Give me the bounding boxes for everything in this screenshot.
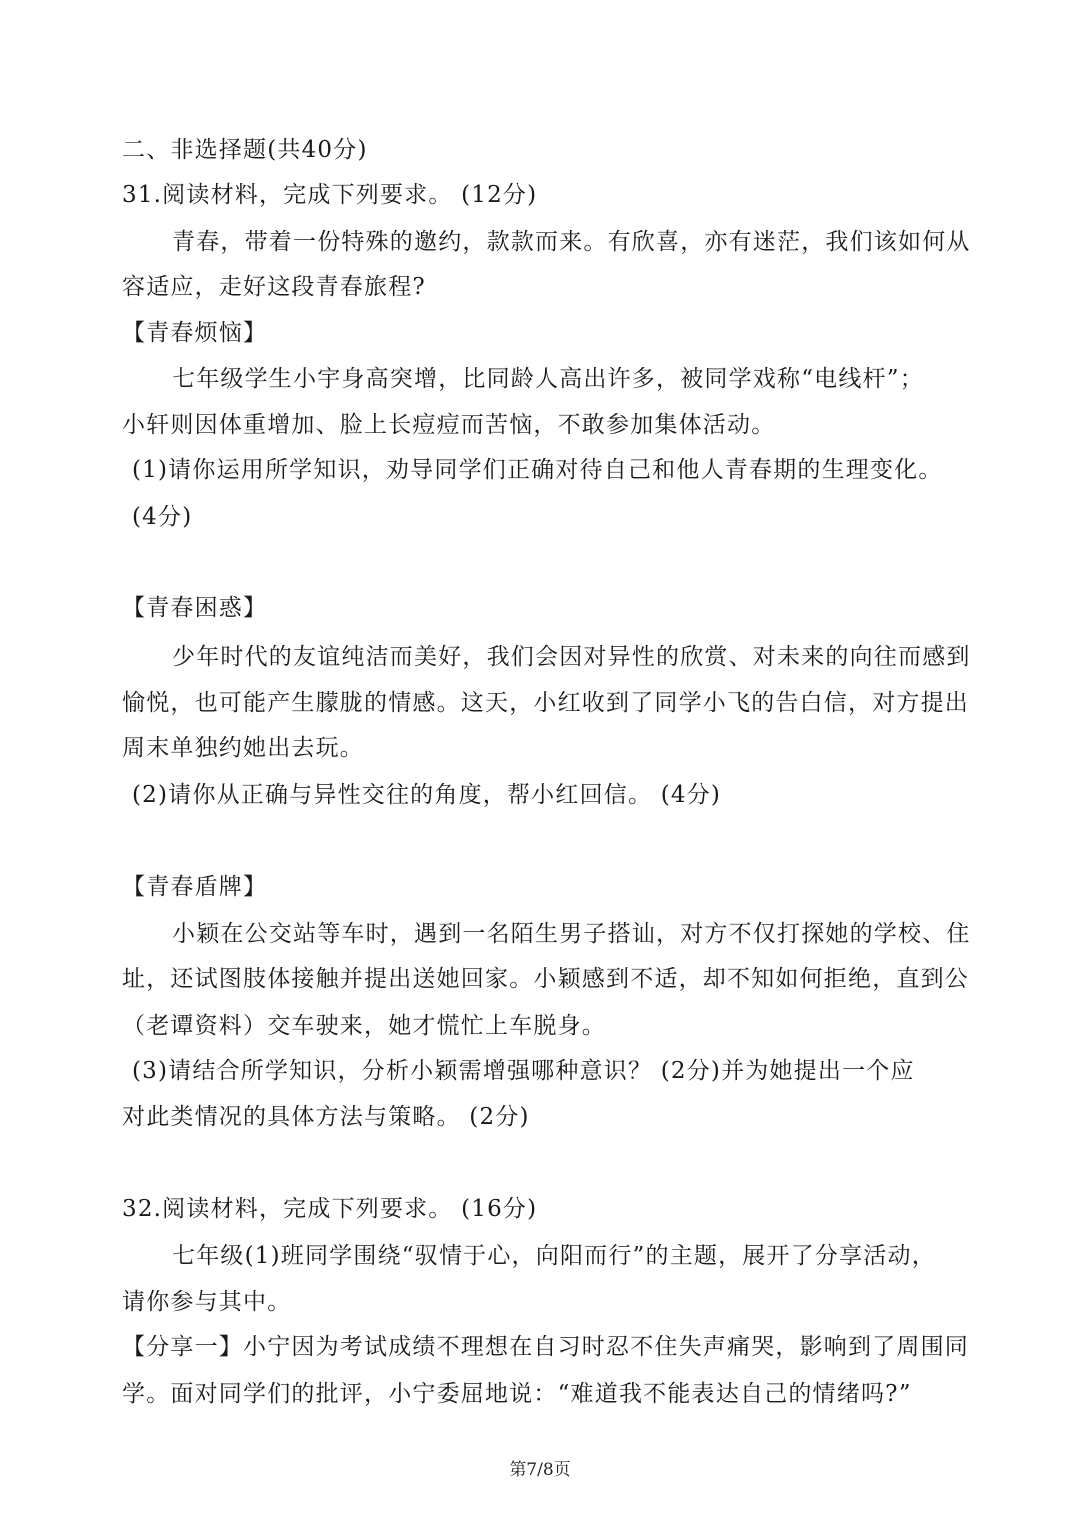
q32-title: 32.阅读材料，完成下列要求。 (16分)	[122, 1196, 538, 1222]
q31-title: 31.阅读材料，完成下列要求。 (12分)	[122, 182, 538, 208]
q31-part3-question-line-2: 对此类情况的具体方法与策略。 (2分)	[122, 1104, 530, 1130]
q31-part2-text-line-1: 少年时代的友谊纯洁而美好，我们会因对异性的欣赏、对未来的向往而感到	[172, 644, 971, 670]
q31-part2-question-line-1: (2)请你从正确与异性交往的角度，帮小红回信。 (4分)	[132, 782, 722, 808]
section-header: 二、非选择题(共40分)	[122, 137, 368, 163]
q31-part2-text-line-2: 愉悦，也可能产生朦胧的情感。这天，小红收到了同学小飞的告白信，对方提出	[122, 690, 969, 716]
q31-part1-text-line-2: 小轩则因体重增加、脸上长痘痘而苦恼，不敢参加集体活动。	[122, 412, 776, 438]
q31-part3-text-line-1: 小颖在公交站等车时，遇到一名陌生男子搭讪，对方不仅打探她的学校、住	[172, 921, 971, 947]
q32-intro-line-1: 七年级(1)班同学围绕“驭情于心，向阳而行”的主题，展开了分享活动，	[172, 1243, 936, 1269]
q31-intro-line-1: 青春，带着一份特殊的邀约，款款而来。有欣喜，亦有迷茫，我们该如何从	[172, 229, 971, 255]
q31-part1-question-line-2: (4分)	[132, 504, 193, 530]
q32-share1-line-1: 【分享一】小宁因为考试成绩不理想在自习时忍不住失声痛哭，影响到了周围同	[122, 1334, 969, 1360]
q31-part2-heading: 【青春困惑】	[122, 595, 268, 621]
q31-part1-question-line-1: (1)请你运用所学知识，劝导同学们正确对待自己和他人青春期的生理变化。	[132, 457, 943, 483]
q31-part1-heading: 【青春烦恼】	[122, 320, 268, 346]
q32-intro-line-2: 请你参与其中。	[122, 1289, 292, 1315]
q31-intro-line-2: 容适应，走好这段青春旅程?	[122, 274, 426, 300]
q32-share1-line-2: 学。面对同学们的批评，小宁委屈地说：“难道我不能表达自己的情绪吗?”	[122, 1381, 912, 1407]
q31-part3-text-line-3: （老谭资料）交车驶来，她才慌忙上车脱身。	[122, 1013, 606, 1039]
q31-part2-text-line-3: 周末单独约她出去玩。	[122, 735, 364, 761]
q31-part1-text-line-1: 七年级学生小宇身高突增，比同龄人高出许多，被同学戏称“电线杆”；	[172, 366, 924, 392]
q31-part3-heading: 【青春盾牌】	[122, 874, 268, 900]
q31-part3-question-line-1: (3)请结合所学知识，分析小颖需增强哪种意识？ (2分)并为她提出一个应	[132, 1058, 915, 1084]
q31-part3-text-line-2: 址，还试图肢体接触并提出送她回家。小颖感到不适，却不知如何拒绝，直到公	[122, 966, 969, 992]
page-number: 第7/8页	[509, 1460, 571, 1480]
